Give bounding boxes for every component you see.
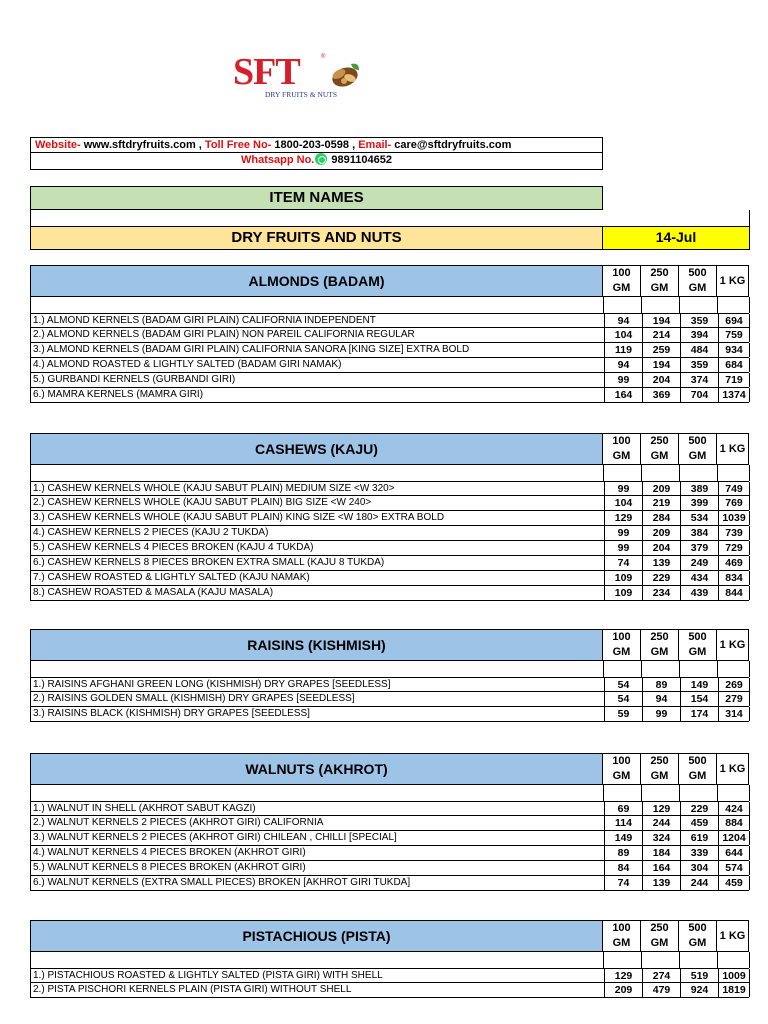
price-cell: 884	[718, 816, 750, 830]
section-title: CASHEWS (KAJU)	[30, 433, 603, 465]
section-header	[30, 920, 749, 952]
item-name: 1.) RAISINS AFGHANI GREEN LONG (KISHMISH) DRY GRAPES [SEEDLESS]	[33, 679, 391, 690]
column-header: 1 KG	[717, 920, 749, 952]
price-cell: 139	[642, 876, 680, 890]
price-cell: 384	[680, 526, 718, 540]
price-cell: 399	[680, 496, 718, 510]
price-cell: 89	[642, 678, 680, 692]
table-row	[30, 556, 749, 571]
price-cell: 154	[680, 692, 718, 706]
spacer-row	[30, 210, 750, 226]
price-cell: 94	[604, 358, 642, 372]
item-name: 4.) ALMOND ROASTED & LIGHTLY SALTED (BADAM GIRI NAMAK)	[33, 359, 342, 370]
price-cell: 244	[680, 876, 718, 890]
item-names-heading: ITEM NAMES	[30, 186, 603, 210]
price-cell: 194	[642, 314, 680, 328]
item-name: 1.) WALNUT IN SHELL (AKHROT SABUT KAGZI)	[33, 803, 256, 814]
price-cell: 139	[642, 556, 680, 570]
price-cell: 104	[604, 328, 642, 342]
column-header: 100 GM	[603, 265, 641, 297]
price-cell: 439	[680, 586, 718, 600]
item-name: 3.) RAISINS BLACK (KISHMISH) DRY GRAPES [SEEDLESS]	[33, 708, 310, 719]
price-cell: 129	[642, 802, 680, 816]
price-cell: 484	[680, 343, 718, 357]
price-cell: 769	[718, 496, 750, 510]
logo-registered-mark: ®	[321, 54, 326, 60]
section-header	[30, 629, 749, 661]
table-row	[30, 358, 749, 373]
column-header: 250 GM	[641, 753, 679, 785]
price-cell: 184	[642, 846, 680, 860]
column-header: 500 GM	[679, 265, 717, 297]
section-title: ALMONDS (BADAM)	[30, 265, 603, 297]
price-section	[30, 753, 749, 891]
price-cell: 704	[680, 388, 718, 402]
table-row	[30, 861, 749, 876]
item-name: 6.) MAMRA KERNELS (MAMRA GIRI)	[33, 389, 204, 400]
price-cell: 269	[718, 678, 750, 692]
item-name: 2.) RAISINS GOLDEN SMALL (KISHMISH) DRY GRAPES [SEEDLESS]	[33, 693, 355, 704]
price-section	[30, 433, 749, 601]
price-cell: 519	[680, 969, 718, 983]
dry-fruits-icon	[325, 60, 361, 88]
spacer-row	[30, 465, 749, 481]
price-cell: 719	[718, 373, 750, 387]
price-cell: 99	[642, 707, 680, 721]
price-cell: 1009	[718, 969, 750, 983]
table-row	[30, 983, 749, 998]
item-name: 7.) CASHEW ROASTED & LIGHTLY SALTED (KAJU NAMAK)	[33, 572, 310, 583]
column-header: 500 GM	[679, 753, 717, 785]
price-cell: 1039	[718, 511, 750, 525]
price-cell: 759	[718, 328, 750, 342]
price-cell: 174	[680, 707, 718, 721]
price-cell: 389	[680, 482, 718, 496]
price-cell: 89	[604, 846, 642, 860]
price-cell: 104	[604, 496, 642, 510]
price-cell: 304	[680, 861, 718, 875]
table-row	[30, 801, 749, 816]
table-row	[30, 511, 749, 526]
price-cell: 209	[604, 983, 642, 997]
table-row	[30, 571, 749, 586]
spacer-row	[30, 297, 749, 313]
table-row	[30, 343, 749, 358]
table-row	[30, 677, 749, 692]
price-cell: 394	[680, 328, 718, 342]
price-section	[30, 629, 749, 722]
website-label: Website-	[35, 139, 81, 151]
table-row	[30, 388, 749, 403]
price-cell: 619	[680, 831, 718, 845]
price-cell: 109	[604, 571, 642, 585]
email-label: Email-	[358, 139, 392, 151]
price-cell: 244	[642, 816, 680, 830]
price-cell: 69	[604, 802, 642, 816]
website-link[interactable]: www.sftdryfruits.com ,	[80, 139, 205, 151]
item-name: 2.) CASHEW KERNELS WHOLE (KAJU SABUT PLAIN) BIG SIZE <W 240>	[33, 497, 372, 508]
section-title: RAISINS (KISHMISH)	[30, 629, 603, 661]
section-title: PISTACHIOUS (PISTA)	[30, 920, 603, 952]
price-cell: 164	[604, 388, 642, 402]
price-cell: 214	[642, 328, 680, 342]
whatsapp-number[interactable]: 9891104652	[331, 154, 392, 166]
price-cell: 114	[604, 816, 642, 830]
price-cell: 74	[604, 876, 642, 890]
whatsapp-label: Whatsapp No.	[241, 154, 315, 166]
price-cell: 129	[604, 511, 642, 525]
item-name: 3.) ALMOND KERNELS (BADAM GIRI PLAIN) CALIFORNIA SANORA [KING SIZE] EXTRA BOLD	[33, 344, 470, 355]
price-cell: 1819	[718, 983, 750, 997]
price-cell: 844	[718, 586, 750, 600]
column-header: 1 KG	[717, 265, 749, 297]
column-header: 100 GM	[603, 433, 641, 465]
table-row	[30, 373, 749, 388]
price-cell: 259	[642, 343, 680, 357]
price-cell: 1374	[718, 388, 750, 402]
item-name: 3.) WALNUT KERNELS 2 PIECES (AKHROT GIRI) CHILEAN , CHILLI [SPECIAL]	[33, 832, 397, 843]
price-cell: 229	[642, 571, 680, 585]
price-cell: 129	[604, 969, 642, 983]
item-name: 5.) WALNUT KERNELS 8 PIECES BROKEN (AKHROT GIRI)	[33, 862, 306, 873]
price-cell: 739	[718, 526, 750, 540]
price-cell: 109	[604, 586, 642, 600]
price-cell: 534	[680, 511, 718, 525]
price-cell: 434	[680, 571, 718, 585]
spacer-row	[30, 661, 749, 677]
price-cell: 149	[680, 678, 718, 692]
column-header: 250 GM	[641, 265, 679, 297]
price-cell: 94	[642, 692, 680, 706]
table-row	[30, 481, 749, 496]
logo-tagline: DRY FRUITS & NUTS	[265, 90, 338, 99]
price-cell: 119	[604, 343, 642, 357]
price-cell: 54	[604, 678, 642, 692]
price-cell: 194	[642, 358, 680, 372]
tollfree-number[interactable]: 1800-203-0598 ,	[271, 139, 359, 151]
spacer-row	[30, 952, 749, 968]
price-cell: 249	[680, 556, 718, 570]
item-name: 6.) CASHEW KERNELS 8 PIECES BROKEN EXTRA SMALL (KAJU 8 TUKDA)	[33, 557, 385, 568]
item-name: 1.) CASHEW KERNELS WHOLE (KAJU SABUT PLAIN) MEDIUM SIZE <W 320>	[33, 483, 395, 494]
price-cell: 209	[642, 526, 680, 540]
column-header: 250 GM	[641, 433, 679, 465]
section-title: WALNUTS (AKHROT)	[30, 753, 603, 785]
price-cell: 149	[604, 831, 642, 845]
price-cell: 749	[718, 482, 750, 496]
item-name: 1.) ALMOND KERNELS (BADAM GIRI PLAIN) CALIFORNIA INDEPENDENT	[33, 315, 376, 326]
table-row	[30, 586, 749, 601]
price-cell: 94	[604, 314, 642, 328]
price-cell: 469	[718, 556, 750, 570]
item-name: 2.) PISTA PISCHORI KERNELS PLAIN (PISTA GIRI) WITHOUT SHELL	[33, 984, 352, 995]
table-row	[30, 846, 749, 861]
price-cell: 934	[718, 343, 750, 357]
price-cell: 234	[642, 586, 680, 600]
item-name: 8.) CASHEW ROASTED & MASALA (KAJU MASALA)	[33, 587, 274, 598]
price-cell: 369	[642, 388, 680, 402]
column-header: 250 GM	[641, 920, 679, 952]
column-header: 1 KG	[717, 433, 749, 465]
price-cell: 324	[642, 831, 680, 845]
table-row	[30, 816, 749, 831]
item-name: 6.) WALNUT KERNELS (EXTRA SMALL PIECES) BROKEN [AKHROT GIRI TUKDA]	[33, 877, 411, 888]
whatsapp-icon	[315, 153, 327, 165]
item-name: 5.) CASHEW KERNELS 4 PIECES BROKEN (KAJU 4 TUKDA)	[33, 542, 314, 553]
section-header	[30, 433, 749, 465]
price-cell: 59	[604, 707, 642, 721]
price-cell: 574	[718, 861, 750, 875]
item-name: 4.) CASHEW KERNELS 2 PIECES (KAJU 2 TUKDA)	[33, 527, 269, 538]
item-name: 1.) PISTACHIOUS ROASTED & LIGHTLY SALTED (PISTA GIRI) WITH SHELL	[33, 970, 383, 981]
price-cell: 359	[680, 314, 718, 328]
section-header	[30, 265, 749, 297]
price-cell: 479	[642, 983, 680, 997]
table-row	[30, 692, 749, 707]
price-cell: 204	[642, 541, 680, 555]
section-header	[30, 753, 749, 785]
price-section	[30, 920, 749, 998]
price-cell: 459	[718, 876, 750, 890]
column-header: 100 GM	[603, 753, 641, 785]
price-cell: 279	[718, 692, 750, 706]
price-cell: 54	[604, 692, 642, 706]
item-name: 5.) GURBANDI KERNELS (GURBANDI GIRI)	[33, 374, 236, 385]
price-cell: 694	[718, 314, 750, 328]
table-row	[30, 876, 749, 891]
contact-line-2	[31, 153, 602, 168]
item-name: 2.) ALMOND KERNELS (BADAM GIRI PLAIN) NON PAREIL CALIFORNIA REGULAR	[33, 329, 415, 340]
price-cell: 229	[680, 802, 718, 816]
price-cell: 314	[718, 707, 750, 721]
item-name: 3.) CASHEW KERNELS WHOLE (KAJU SABUT PLAIN) KING SIZE <W 180> EXTRA BOLD	[33, 512, 445, 523]
price-date: 14-Jul	[603, 226, 750, 250]
column-header: 500 GM	[679, 920, 717, 952]
logo-brand: SFT	[233, 51, 300, 93]
price-cell: 164	[642, 861, 680, 875]
table-row	[30, 313, 749, 328]
item-name: 4.) WALNUT KERNELS 4 PIECES BROKEN (AKHROT GIRI)	[33, 847, 306, 858]
contact-box	[30, 137, 603, 170]
category-title: DRY FRUITS AND NUTS	[30, 226, 603, 250]
price-cell: 339	[680, 846, 718, 860]
price-cell: 99	[604, 541, 642, 555]
price-cell: 204	[642, 373, 680, 387]
tollfree-label: Toll Free No-	[204, 139, 272, 151]
column-header: 100 GM	[603, 629, 641, 661]
price-cell: 834	[718, 571, 750, 585]
sft-logo	[233, 52, 363, 102]
table-row	[30, 831, 749, 846]
price-cell: 99	[604, 526, 642, 540]
item-name: 2.) WALNUT KERNELS 2 PIECES (AKHROT GIRI) CALIFORNIA	[33, 817, 324, 828]
column-header: 1 KG	[717, 753, 749, 785]
price-cell: 644	[718, 846, 750, 860]
price-cell: 379	[680, 541, 718, 555]
price-cell: 424	[718, 802, 750, 816]
price-cell: 209	[642, 482, 680, 496]
table-row	[30, 526, 749, 541]
price-cell: 359	[680, 358, 718, 372]
table-row	[30, 541, 749, 556]
price-cell: 219	[642, 496, 680, 510]
price-cell: 459	[680, 816, 718, 830]
price-cell: 74	[604, 556, 642, 570]
price-cell: 729	[718, 541, 750, 555]
price-cell: 284	[642, 511, 680, 525]
column-header: 500 GM	[679, 629, 717, 661]
spacer-row	[30, 785, 749, 801]
column-header: 100 GM	[603, 920, 641, 952]
price-cell: 924	[680, 983, 718, 997]
table-row	[30, 968, 749, 983]
price-cell: 1204	[718, 831, 750, 845]
email-link[interactable]: care@sftdryfruits.com	[391, 139, 512, 151]
price-cell: 374	[680, 373, 718, 387]
price-section	[30, 265, 749, 403]
table-row	[30, 328, 749, 343]
column-header: 250 GM	[641, 629, 679, 661]
table-row	[30, 496, 749, 511]
price-cell: 99	[604, 373, 642, 387]
column-header: 1 KG	[717, 629, 749, 661]
table-row	[30, 707, 749, 722]
price-cell: 274	[642, 969, 680, 983]
contact-line-1	[31, 138, 602, 153]
price-cell: 84	[604, 861, 642, 875]
price-cell: 684	[718, 358, 750, 372]
column-header: 500 GM	[679, 433, 717, 465]
price-cell: 99	[604, 482, 642, 496]
